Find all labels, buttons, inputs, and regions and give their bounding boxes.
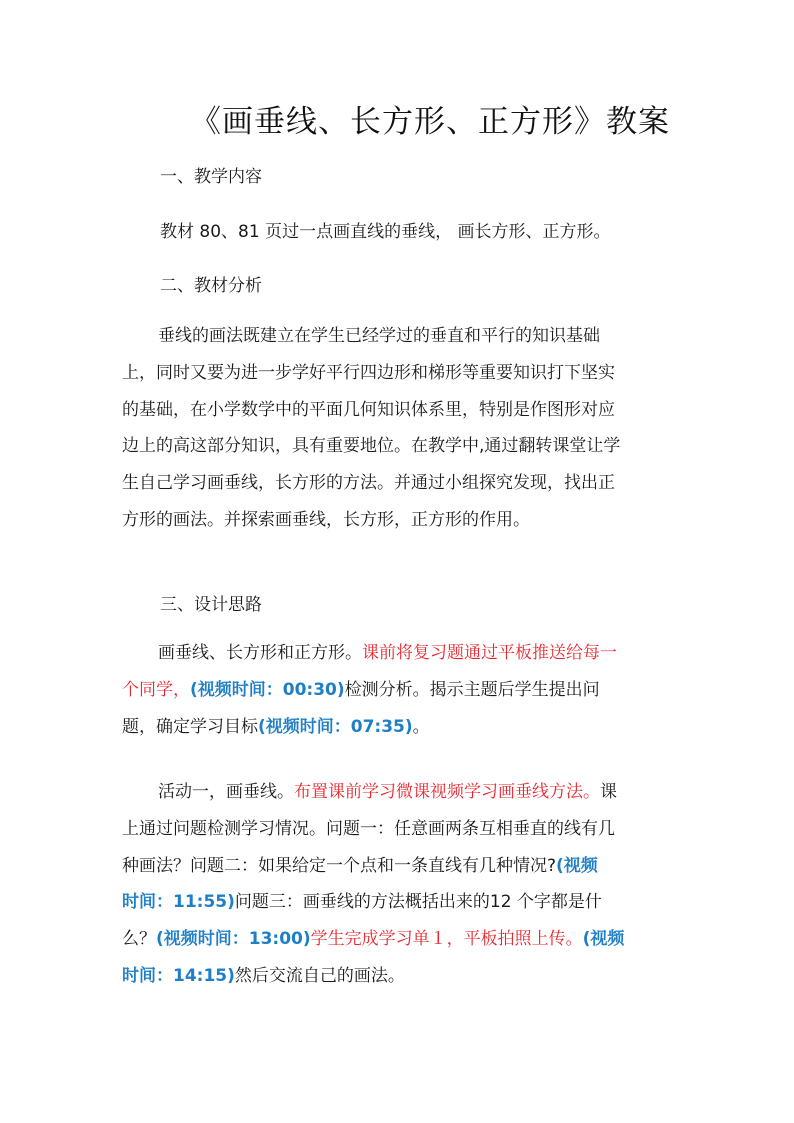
design-line <box>122 884 674 921</box>
text-span: 问题三：画垂线的方法概括出来的12 个字都是什 <box>234 892 602 913</box>
text-span: 课 <box>600 782 617 802</box>
highlight-red: 学生完成学习单１，平板拍照上传。 <box>310 929 583 950</box>
design-line <box>122 635 674 672</box>
text-span: 种画法？问题二：如果给定一个点和一条直线有几种情况? <box>122 855 557 876</box>
analysis-line: 生自己学习画垂线，长方形的方法。并通过小组探究发现，找出正 <box>122 473 615 494</box>
heading-design-ideas: 三、设计思路 <box>160 595 262 615</box>
analysis-paragraph <box>122 318 674 539</box>
video-timestamp: 时间：14:15) <box>122 965 235 986</box>
teaching-content-text: 教材 80、81 页过一点画直线的垂线， 画长方形、正方形。 <box>160 222 611 242</box>
design-line <box>122 709 674 746</box>
design-line <box>122 672 674 709</box>
analysis-line: 方形的画法。并探索画垂线，长方形，正方形的作用。 <box>122 509 530 530</box>
analysis-line: 上，同时又要为进一步学好平行四边形和梯形等重要知识打下坚实 <box>122 362 615 383</box>
highlight-red: 课前将复习题通过平板推送给每一 <box>362 643 617 663</box>
text-span: 然后交流自己的画法。 <box>234 965 405 986</box>
video-timestamp: (视频 <box>556 855 598 876</box>
text-span: 。 <box>412 716 430 737</box>
heading-material-analysis: 二、教材分析 <box>160 276 262 296</box>
text-span: 题，确定学习目标 <box>122 716 258 737</box>
heading-teaching-content: 一、教学内容 <box>160 167 262 187</box>
video-timestamp: (视频时间：07:35) <box>258 716 413 737</box>
analysis-line: 边上的高这部分知识，具有重要地位。在教学中,通过翻转课堂让学 <box>122 436 621 457</box>
text-span: 么？ <box>122 929 156 950</box>
design-paragraph-1 <box>122 635 674 745</box>
document-title: 《画垂线、长方形、正方形》教案 <box>190 104 670 140</box>
design-line <box>122 921 674 958</box>
video-timestamp: (视频时间：13:00) <box>156 929 311 950</box>
video-timestamp: 时间：11:55) <box>122 892 235 913</box>
design-paragraph-2 <box>122 774 674 995</box>
analysis-line: 垂线的画法既建立在学生已经学过的垂直和平行的知识基础 <box>158 326 600 346</box>
video-timestamp: (视频时间：00:30) <box>190 679 345 700</box>
text-span: 画垂线、长方形和正方形。 <box>158 643 362 663</box>
analysis-line: 的基础，在小学数学中的平面几何知识体系里，特别是作图形对应 <box>122 399 615 420</box>
design-line: 上通过问题检测学习情况。问题一：任意画两条互相垂直的线有几 <box>122 818 615 839</box>
text-span: 检测分析。揭示主题后学生提出问 <box>344 679 600 700</box>
highlight-red: 个同学， <box>122 679 190 700</box>
video-timestamp: (视频 <box>582 929 625 950</box>
highlight-red: 布置课前学习微课视频学习画垂线方法。 <box>294 782 600 802</box>
text-span: 活动一，画垂线。 <box>158 782 294 802</box>
design-line <box>122 958 674 995</box>
design-line <box>122 848 674 885</box>
design-line <box>122 774 674 811</box>
